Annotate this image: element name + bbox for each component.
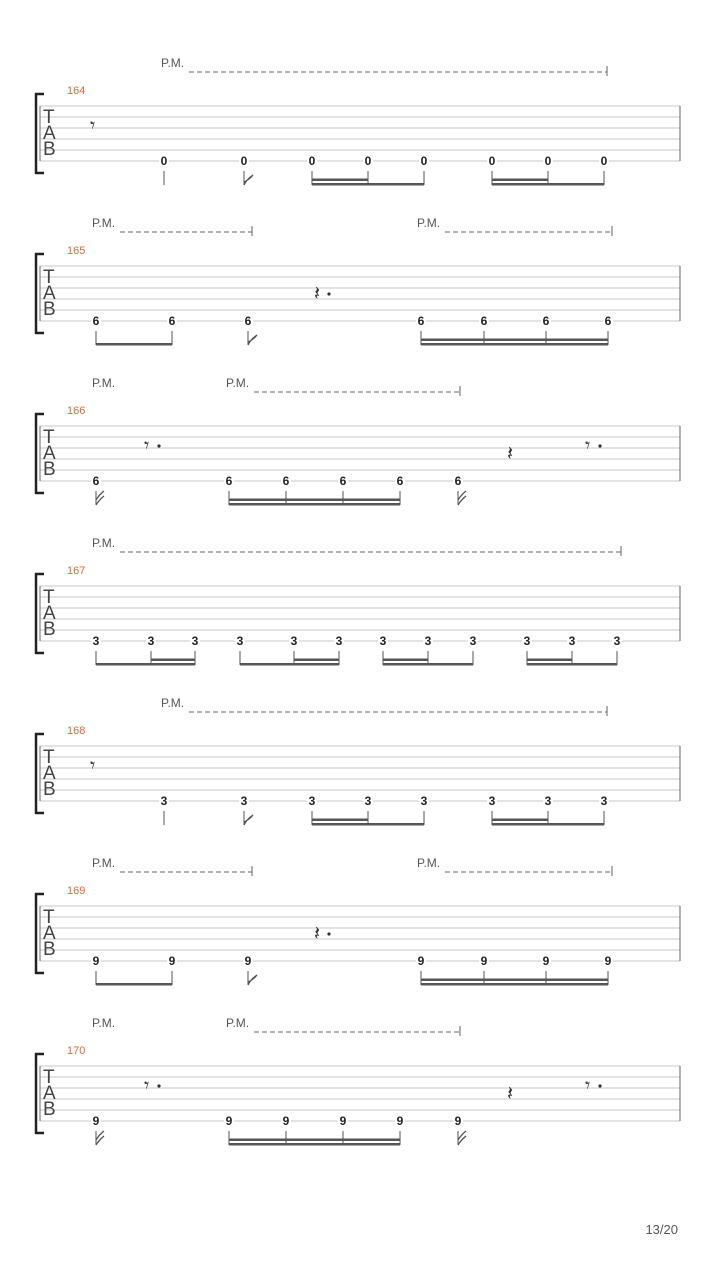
fret-number: 9 bbox=[225, 1114, 233, 1128]
fret-number: 6 bbox=[168, 314, 176, 328]
fret-number: 3 bbox=[335, 634, 343, 648]
fret-number: 9 bbox=[417, 954, 425, 968]
secondary-beam bbox=[312, 179, 368, 182]
tab-clef-letter: T bbox=[43, 427, 55, 448]
fret-number: 3 bbox=[568, 634, 576, 648]
fret-number: 3 bbox=[92, 634, 100, 648]
tab-clef-letter: B bbox=[43, 619, 56, 640]
beam bbox=[492, 823, 604, 826]
fret-number: 3 bbox=[523, 634, 531, 648]
note-flag bbox=[244, 815, 253, 825]
measure-number: 164 bbox=[67, 85, 86, 97]
tab-clef-letter: T bbox=[43, 907, 55, 928]
rest-dot bbox=[598, 1084, 601, 1087]
fret-number: 3 bbox=[147, 634, 155, 648]
fret-number: 9 bbox=[542, 954, 550, 968]
eighth-rest-symbol: 𝄾 bbox=[90, 753, 96, 777]
note-flag bbox=[458, 1131, 466, 1140]
fret-number: 3 bbox=[236, 634, 244, 648]
secondary-beam bbox=[294, 659, 339, 662]
secondary-beam bbox=[421, 339, 608, 342]
tab-clef-letter: B bbox=[43, 779, 56, 800]
fret-number: 3 bbox=[600, 794, 608, 808]
tab-clef-letter: B bbox=[43, 1099, 56, 1120]
tab-system bbox=[36, 376, 680, 506]
fret-number: 0 bbox=[240, 154, 248, 168]
palm-mute-label: P.M. bbox=[417, 856, 441, 870]
tab-clef-letter: T bbox=[43, 587, 55, 608]
beam bbox=[492, 183, 604, 186]
secondary-beam bbox=[312, 819, 368, 822]
fret-number: 6 bbox=[244, 314, 252, 328]
fret-number: 0 bbox=[420, 154, 428, 168]
rest-dot bbox=[327, 932, 330, 935]
eighth-rest-symbol: 𝄾 bbox=[144, 1073, 150, 1097]
tab-clef-letter: B bbox=[43, 459, 56, 480]
quarter-rest-symbol: 𝄽 bbox=[507, 1081, 514, 1105]
tab-clef-letter: T bbox=[43, 747, 55, 768]
palm-mute-label: P.M. bbox=[226, 376, 250, 390]
fret-number: 0 bbox=[364, 154, 372, 168]
fret-number: 3 bbox=[308, 794, 316, 808]
quarter-rest-symbol: 𝄽 bbox=[507, 441, 514, 465]
secondary-beam bbox=[383, 659, 428, 662]
fret-number: 0 bbox=[488, 154, 496, 168]
fret-number: 9 bbox=[92, 1114, 100, 1128]
fret-number: 3 bbox=[240, 794, 248, 808]
measure-number: 168 bbox=[67, 725, 86, 737]
note-flag bbox=[248, 975, 257, 985]
fret-number: 6 bbox=[454, 474, 462, 488]
secondary-beam bbox=[229, 1139, 400, 1142]
beam bbox=[312, 823, 424, 826]
measure-number: 165 bbox=[67, 245, 86, 257]
fret-number: 3 bbox=[420, 794, 428, 808]
tab-clef-letter: A bbox=[43, 443, 56, 464]
fret-number: 0 bbox=[160, 154, 168, 168]
fret-number: 6 bbox=[396, 474, 404, 488]
eighth-rest-symbol: 𝄾 bbox=[90, 113, 96, 137]
measure-number: 169 bbox=[67, 885, 86, 897]
palm-mute-label: P.M. bbox=[92, 536, 116, 550]
rest-dot bbox=[598, 444, 601, 447]
fret-number: 9 bbox=[244, 954, 252, 968]
secondary-beam bbox=[151, 659, 195, 662]
tab-clef-letter: B bbox=[43, 299, 56, 320]
tab-system bbox=[36, 1016, 680, 1146]
tab-clef-letter: A bbox=[43, 123, 56, 144]
tab-clef-letter: T bbox=[43, 1067, 55, 1088]
rest-dot bbox=[157, 444, 160, 447]
beam bbox=[96, 663, 195, 666]
tab-clef-letter: A bbox=[43, 763, 56, 784]
secondary-beam bbox=[229, 499, 400, 502]
tab-clef-letter: B bbox=[43, 139, 56, 160]
beam bbox=[383, 663, 473, 666]
fret-number: 6 bbox=[92, 314, 100, 328]
fret-number: 6 bbox=[480, 314, 488, 328]
note-flag bbox=[458, 491, 466, 500]
palm-mute-label: P.M. bbox=[92, 1016, 116, 1030]
tab-clef-letter: A bbox=[43, 603, 56, 624]
fret-number: 3 bbox=[469, 634, 477, 648]
fret-number: 3 bbox=[613, 634, 621, 648]
beam bbox=[240, 663, 339, 666]
fret-number: 9 bbox=[282, 1114, 290, 1128]
fret-number: 3 bbox=[191, 634, 199, 648]
tab-system bbox=[36, 856, 680, 986]
tab-clef-letter: A bbox=[43, 283, 56, 304]
fret-number: 9 bbox=[339, 1114, 347, 1128]
tab-clef-letter: A bbox=[43, 1083, 56, 1104]
fret-number: 6 bbox=[225, 474, 233, 488]
fret-number: 9 bbox=[604, 954, 612, 968]
fret-number: 3 bbox=[544, 794, 552, 808]
measure-number: 166 bbox=[67, 405, 86, 417]
palm-mute-label: P.M. bbox=[92, 376, 116, 390]
fret-number: 3 bbox=[424, 634, 432, 648]
measure-number: 170 bbox=[67, 1045, 86, 1057]
eighth-rest-symbol: 𝄾 bbox=[144, 433, 150, 457]
fret-number: 9 bbox=[168, 954, 176, 968]
quarter-rest-symbol: 𝄽 bbox=[314, 281, 321, 305]
fret-number: 9 bbox=[396, 1114, 404, 1128]
palm-mute-label: P.M. bbox=[161, 56, 185, 70]
palm-mute-label: P.M. bbox=[92, 856, 116, 870]
tab-clef-letter: T bbox=[43, 107, 55, 128]
fret-number: 6 bbox=[604, 314, 612, 328]
fret-number: 6 bbox=[417, 314, 425, 328]
eighth-rest-symbol: 𝄾 bbox=[585, 1073, 591, 1097]
fret-number: 3 bbox=[488, 794, 496, 808]
tab-clef-letter: A bbox=[43, 923, 56, 944]
page-number: 13/20 bbox=[645, 1222, 678, 1237]
fret-number: 9 bbox=[92, 954, 100, 968]
tab-system bbox=[36, 216, 680, 346]
beam bbox=[229, 1143, 400, 1146]
rest-dot bbox=[327, 292, 330, 295]
secondary-beam bbox=[421, 979, 608, 982]
tab-clef-letter: B bbox=[43, 939, 56, 960]
beam bbox=[96, 343, 172, 346]
palm-mute-label: P.M. bbox=[226, 1016, 250, 1030]
tab-system bbox=[36, 56, 680, 186]
palm-mute-label: P.M. bbox=[417, 216, 441, 230]
secondary-beam bbox=[492, 819, 548, 822]
beam bbox=[229, 503, 400, 506]
fret-number: 6 bbox=[92, 474, 100, 488]
beam bbox=[421, 343, 608, 346]
beam bbox=[312, 183, 424, 186]
secondary-beam bbox=[492, 179, 548, 182]
fret-number: 0 bbox=[308, 154, 316, 168]
fret-number: 3 bbox=[160, 794, 168, 808]
quarter-rest-symbol: 𝄽 bbox=[314, 921, 321, 945]
fret-number: 3 bbox=[364, 794, 372, 808]
tab-system bbox=[36, 696, 680, 826]
note-flag bbox=[96, 491, 104, 500]
fret-number: 0 bbox=[600, 154, 608, 168]
tab-clef-letter: T bbox=[43, 267, 55, 288]
tab-system bbox=[36, 536, 680, 666]
beam bbox=[527, 663, 617, 666]
fret-number: 3 bbox=[290, 634, 298, 648]
fret-number: 0 bbox=[544, 154, 552, 168]
beam bbox=[421, 983, 608, 986]
note-flag bbox=[96, 1131, 104, 1140]
palm-mute-label: P.M. bbox=[92, 216, 116, 230]
fret-number: 9 bbox=[454, 1114, 462, 1128]
fret-number: 6 bbox=[339, 474, 347, 488]
note-flag bbox=[248, 335, 257, 345]
rest-dot bbox=[157, 1084, 160, 1087]
fret-number: 9 bbox=[480, 954, 488, 968]
eighth-rest-symbol: 𝄾 bbox=[585, 433, 591, 457]
fret-number: 6 bbox=[542, 314, 550, 328]
palm-mute-label: P.M. bbox=[161, 696, 185, 710]
note-flag bbox=[244, 175, 253, 185]
measure-number: 167 bbox=[67, 565, 86, 577]
beam bbox=[96, 983, 172, 986]
fret-number: 6 bbox=[282, 474, 290, 488]
secondary-beam bbox=[527, 659, 572, 662]
fret-number: 3 bbox=[379, 634, 387, 648]
